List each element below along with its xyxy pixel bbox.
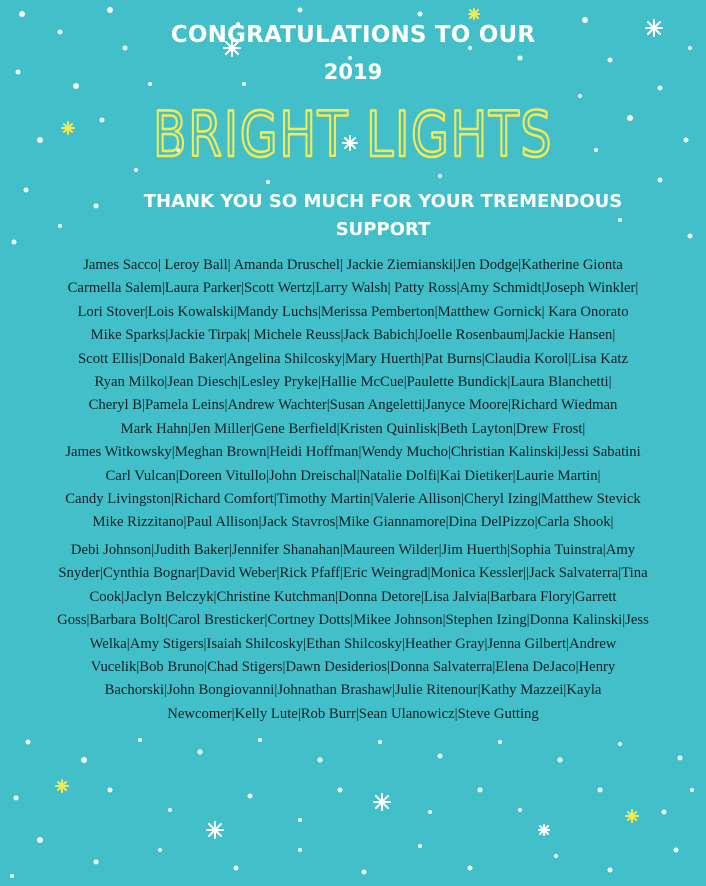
name-line: Newcomer|Kelly Lute|Rob Burr|Sean Ulanowicz|Steve Gutting (167, 705, 539, 722)
name-line: James Sacco| Leroy Ball| Amanda Druschel| Jackie Ziemianski|Jen Dodge|Katherine Gionta (83, 257, 623, 273)
thank-you-heading: THANK YOU SO MUCH FOR YOUR TREMENDOUS SUPPORT (143, 191, 623, 240)
name-line: Mike Rizzitano|Paul Allison|Jack Stavros|Mike Giannamore|Dina DelPizzo|Carla Shook| (92, 514, 614, 531)
name-line: Cook|Jaclyn Belczyk|Christine Kutchman|Donna Detore|Lisa Jalvia|Barbara Flory|Garrett (89, 588, 617, 605)
name-line: Snyder|Cynthia Bognar|David Weber|Rick Pfaff|Eric Weingrad|Monica Kessler||Jack Salvaterra|Tina (58, 565, 648, 582)
name-line: Lori Stover|Lois Kowalski|Mandy Luchs|Merissa Pemberton|Matthew Gornick| Kara Onorato (77, 303, 629, 320)
bright-lights-title (148, 92, 558, 172)
name-line: Welka|Amy Stigers|Isaiah Shilcosky|Ethan Shilcosky|Heather Gray|Jenna Gilbert|Andrew (89, 635, 617, 652)
congrats-heading: CONGRATULATIONS TO OUR (170, 22, 536, 48)
supporter-names (0, 254, 706, 726)
name-line: Scott Ellis|Donald Baker|Angelina Shilcosky|Mary Huerth|Pat Burns|Claudia Korol|Lisa Katz (78, 350, 628, 367)
name-line: Candy Livingston|Richard Comfort|Timothy Martin|Valerie Allison|Cheryl Izing|Matthew Stevick (65, 491, 641, 508)
name-line: Ryan Milko|Jean Diesch|Lesley Pryke|Hallie McCue|Paulette Bundick|Laura Blanchetti| (94, 374, 612, 391)
bright-lights-text: BRIGHT LIGHTS (153, 98, 553, 171)
name-line: Bachorski|John Bongiovanni|Johnathan Brashaw|Julie Ritenour|Kathy Mazzei|Kayla (104, 682, 602, 699)
name-line: Mark Hahn|Jen Miller|Gene Berfield|Kristen Quinlisk|Beth Layton|Drew Frost| (120, 420, 586, 437)
name-line: Vucelik|Bob Bruno|Chad Stigers|Dawn Desiderios|Donna Salvaterra|Elena DeJaco|Henry (90, 658, 616, 675)
name-line: Mike Sparks|Jackie Tirpak| Michele Reuss|Jack Babich|Joelle Rosenbaum|Jackie Hansen| (90, 327, 616, 344)
name-line: Debi Johnson|Judith Baker|Jennifer Shanahan|Maureen Wilder|Jim Huerth|Sophia Tuinstra|Amy (70, 541, 636, 558)
name-line: James Witkowsky|Meghan Brown|Heidi Hoffman|Wendy Mucho|Christian Kalinski|Jessi Sabatini (65, 444, 641, 461)
name-line: Cheryl B|Pamela Leins|Andrew Wachter|Susan Angeletti|Janyce Moore|Richard Wiedman (88, 397, 618, 414)
year-heading: 2019 (323, 60, 383, 84)
name-line: Carl Vulcan|Doreen Vitullo|John Dreischal|Natalie Dolfi|Kai Dietiker|Laurie Martin| (105, 467, 601, 484)
name-line: Carmella Salem|Laura Parker|Scott Wertz|Larry Walsh| Patty Ross|Amy Schmidt|Joseph Winkler| (67, 280, 639, 297)
name-line: Goss|Barbara Bolt|Carol Bresticker|Cortney Dotts|Mikee Johnson|Stephen Izing|Donna Kalinski|Jess (57, 612, 649, 629)
